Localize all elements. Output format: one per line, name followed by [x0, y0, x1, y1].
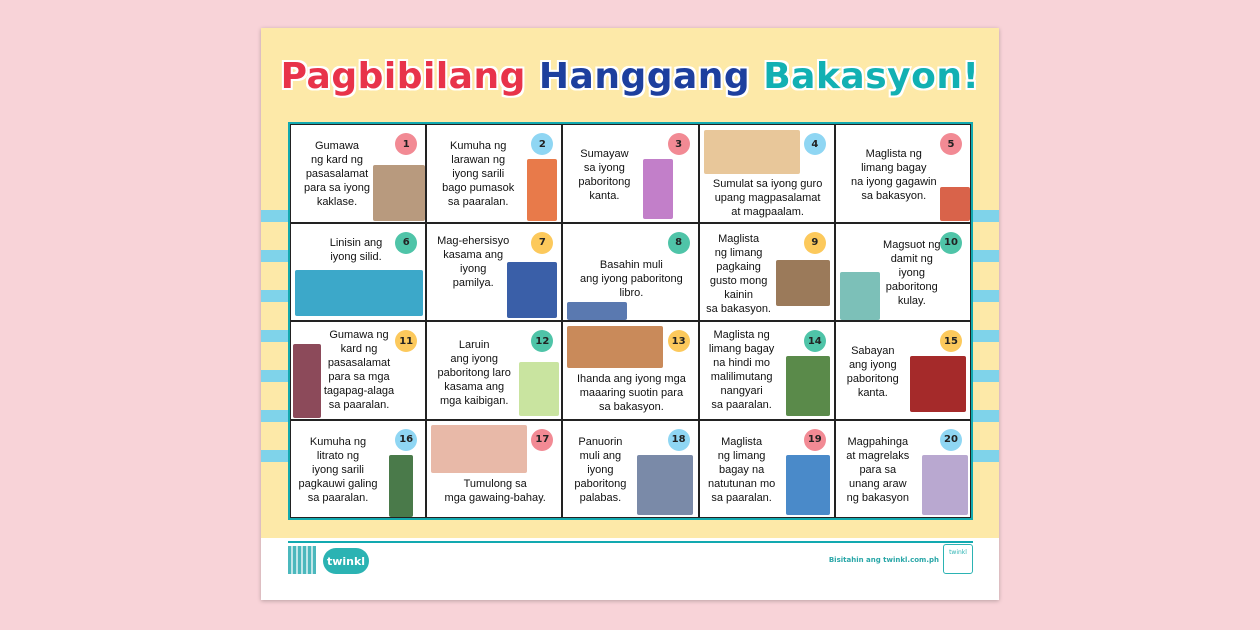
- activity-text: Maglista ng limang bagay na hindi mo malilimutang nangyari sa paaralan.: [708, 329, 775, 411]
- activity-illustration: [293, 344, 321, 418]
- activity-illustration: [786, 455, 830, 515]
- activity-illustration: [527, 159, 557, 221]
- activity-illustration: [910, 356, 966, 412]
- number-badge: 6: [395, 232, 417, 254]
- number-badge: 1: [395, 133, 417, 155]
- number-badge: 10: [940, 232, 962, 254]
- activity-illustration: [567, 302, 627, 320]
- number-badge: 16: [395, 429, 417, 451]
- activity-card-3: [562, 124, 698, 223]
- activity-card-1: [290, 124, 426, 223]
- twinkl-logo: twinkl: [323, 548, 369, 574]
- stripe: [261, 410, 288, 422]
- number-badge: 19: [804, 429, 826, 451]
- quality-seal: twinkl: [943, 544, 973, 574]
- stripe: [261, 330, 288, 342]
- activity-text: Basahin muli ang iyong paboritong libro.: [580, 258, 683, 299]
- activity-card-6: [290, 223, 426, 322]
- activity-card-16: [290, 420, 426, 519]
- footer-divider: [288, 541, 973, 543]
- number-badge: 12: [531, 330, 553, 352]
- activity-text: Kumuha ng larawan ng iyong sarili bago pumasok sa paaralan.: [442, 140, 515, 208]
- activity-illustration: [519, 362, 559, 416]
- activity-text: Sabayan ang iyong paboritong kanta.: [846, 345, 899, 399]
- page-title: [261, 56, 999, 97]
- stripe: [973, 250, 999, 262]
- activity-illustration: [840, 272, 880, 320]
- stripe: [261, 450, 288, 462]
- number-badge: 9: [804, 232, 826, 254]
- activity-text: Gumawa ng kard ng pasasalamat para sa iyong kaklase.: [303, 140, 371, 208]
- activity-illustration: [431, 425, 527, 473]
- activity-illustration: [567, 326, 663, 368]
- number-badge: 7: [531, 232, 553, 254]
- activity-text: Kumuha ng litrato ng iyong sarili pagkauwi galing sa paaralan.: [298, 435, 378, 504]
- activity-card-17: [426, 420, 562, 519]
- visit-text: Bisitahin ang twinkl.com.ph: [828, 556, 939, 564]
- title-word: Pagbibilang: [280, 56, 526, 97]
- activity-text: Tumulong sa mga gawaing-bahay.: [444, 477, 546, 504]
- number-badge: 3: [668, 133, 690, 155]
- activity-card-12: [426, 321, 562, 420]
- activity-card-14: [699, 321, 835, 420]
- stripe: [973, 450, 999, 462]
- stripe: [973, 370, 999, 382]
- title-word: Bakasyon!: [763, 56, 980, 97]
- activity-text: Sumulat sa iyong guro upang magpasalamat at magpaalam.: [712, 178, 823, 218]
- activity-text: Laruin ang iyong paboritong laro kasama ang mga kaibigan.: [437, 339, 511, 407]
- activity-card-10: [835, 223, 971, 322]
- activity-illustration: [295, 270, 423, 316]
- stripe: [973, 330, 999, 342]
- activity-card-9: [699, 223, 835, 322]
- activity-text: Sumayaw sa iyong paboritong kanta.: [578, 148, 631, 202]
- activity-card-20: [835, 420, 971, 519]
- activity-card-8: [562, 223, 698, 322]
- activity-card-7: [426, 223, 562, 322]
- activity-illustration: [643, 159, 673, 219]
- activity-text: Maglista ng limang pagkaing gusto mong kainin sa bakasyon.: [706, 232, 771, 315]
- stripe: [261, 290, 288, 302]
- activity-card-2: [426, 124, 562, 223]
- activity-illustration: [786, 356, 830, 416]
- activity-text: Maglista ng limang bagay na iyong gagawin sa bakasyon.: [850, 148, 937, 202]
- number-badge: 11: [395, 330, 417, 352]
- activity-text: Gumawa ng kard ng pasasalamat para sa mga tagapag-alaga sa paaralan.: [323, 329, 395, 411]
- number-badge: 18: [668, 429, 690, 451]
- activity-text: Panuorin muli ang iyong paboritong palabas.: [574, 435, 627, 504]
- activity-card-19: [699, 420, 835, 519]
- number-badge: 13: [668, 330, 690, 352]
- stripe: [261, 370, 288, 382]
- activity-card-4: [699, 124, 835, 223]
- stripe: [973, 210, 999, 222]
- activity-illustration: [389, 455, 413, 517]
- activity-card-15: [835, 321, 971, 420]
- stripe: [261, 250, 288, 262]
- number-badge: 14: [804, 330, 826, 352]
- activity-grid: [288, 122, 973, 520]
- number-badge: 4: [804, 133, 826, 155]
- activity-text: Magsuot ng damit ng iyong paboritong kulay.: [883, 238, 941, 307]
- qr-code: [288, 546, 316, 574]
- number-badge: 2: [531, 133, 553, 155]
- activity-illustration: [776, 260, 830, 306]
- activity-illustration: [940, 187, 970, 221]
- number-badge: 17: [531, 429, 553, 451]
- activity-card-11: [290, 321, 426, 420]
- worksheet: [261, 28, 999, 600]
- number-badge: 5: [940, 133, 962, 155]
- number-badge: 8: [668, 232, 690, 254]
- activity-card-13: [562, 321, 698, 420]
- activity-card-18: [562, 420, 698, 519]
- title-word: Hanggang: [538, 56, 751, 97]
- number-badge: 20: [940, 429, 962, 451]
- stripe: [973, 290, 999, 302]
- activity-text: Maglista ng limang bagay na natutunan mo sa paaralan.: [707, 435, 776, 504]
- number-badge: 15: [940, 330, 962, 352]
- activity-text: Magpahinga at magrelaks para sa unang araw ng bakasyon: [846, 435, 910, 504]
- activity-illustration: [922, 455, 968, 515]
- activity-text: Ihanda ang iyong mga maaaring suotin para sa bakasyon.: [576, 373, 686, 413]
- activity-illustration: [373, 165, 425, 221]
- stripe: [261, 210, 288, 222]
- activity-text: Linisin ang iyong silid.: [329, 236, 383, 263]
- activity-card-5: [835, 124, 971, 223]
- stripe: [973, 410, 999, 422]
- activity-text: Mag-ehersisyo kasama ang iyong pamilya.: [437, 234, 510, 289]
- activity-illustration: [637, 455, 693, 515]
- activity-illustration: [704, 130, 800, 174]
